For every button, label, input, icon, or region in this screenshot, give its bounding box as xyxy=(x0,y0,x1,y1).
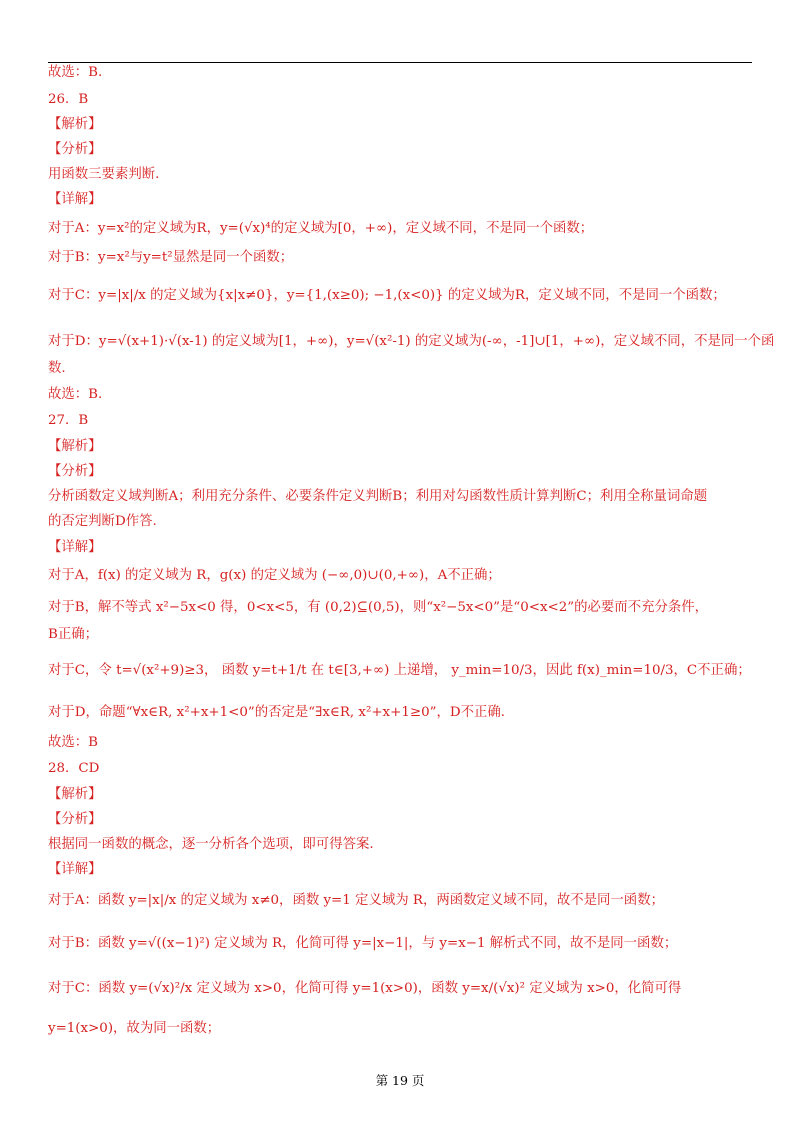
section-heading: 【分析】 xyxy=(48,142,102,157)
section-heading: 【分析】 xyxy=(48,812,102,827)
text-line: 对于C：函数 y=(√x)²/x 定义域为 x>0，化简可得 y=1(x>0)，函数 y=x/(√x)² 定义域为 x>0，化简可得 xyxy=(48,981,682,996)
section-heading: 【解析】 xyxy=(48,439,102,454)
text-line: 对于A，f(x) 的定义域为 R，g(x) 的定义域为 (−∞,0)∪(0,+∞)，A不正确； xyxy=(48,568,501,583)
section-heading: 【解析】 xyxy=(48,787,102,802)
section-heading: 【分析】 xyxy=(48,464,102,479)
text-line: 对于B：函数 y=√((x−1)²) 定义域为 R，化简可得 y=|x−1|，与 y=x−1 解析式不同，故不是同一函数； xyxy=(48,936,678,951)
text-line: y=1(x>0)，故为同一函数； xyxy=(48,1021,221,1036)
text-line: B正确； xyxy=(48,627,99,642)
question-number: 27．B xyxy=(48,413,89,428)
section-heading: 【解析】 xyxy=(48,117,102,132)
text-line: 对于A：函数 y=|x|/x 的定义域为 x≠0，函数 y=1 定义域为 R，两函数定义域不同，故不是同一函数； xyxy=(48,893,664,908)
section-heading: 【详解】 xyxy=(48,862,102,877)
text-line: 故选：B xyxy=(48,735,99,750)
text-line: 对于B，解不等式 x²−5x<0 得，0<x<5，有 (0,2)⊆(0,5)，则“x²−5x<0”是“0<x<2”的必要而不充分条件， xyxy=(48,600,709,615)
page-number: 第 19 页 xyxy=(375,1073,425,1088)
text-line: 故选：B. xyxy=(48,387,103,402)
text-line: 对于A：y=x²的定义域为R，y=(√x)⁴的定义域为[0，+∞)，定义域不同，不是同一个函数； xyxy=(48,221,594,236)
text-line: 故选：B. xyxy=(48,65,103,80)
text-line: 对于D，命题“∀x∈R, x²+x+1<0”的否定是“∃x∈R, x²+x+1≥0”，D不正确. xyxy=(48,705,505,720)
text-line: 对于B：y=x²与y=t²显然是同一个函数； xyxy=(48,250,294,265)
section-heading: 【详解】 xyxy=(48,540,102,555)
text-line: 对于C：y=|x|/x 的定义域为{x|x≠0}，y={1,(x≥0); −1,(x<0)} 的定义域为R，定义域不同，不是同一个函数； xyxy=(48,288,726,303)
text-line: 对于C，令 t=√(x²+9)≥3， 函数 y=t+1/t 在 t∈[3,+∞) 上递增， y_min=10/3，因此 f(x)_min=10/3，C不正确； xyxy=(48,663,751,678)
question-number: 28．CD xyxy=(48,761,100,776)
text-line: 根据同一函数的概念，逐一分析各个选项，即可得答案. xyxy=(48,837,374,852)
question-number: 26．B xyxy=(48,92,89,107)
section-heading: 【详解】 xyxy=(48,192,102,207)
text-line: 用函数三要素判断. xyxy=(48,167,160,182)
text-line: 数. xyxy=(48,361,66,376)
text-line: 分析函数定义域判断A；利用充分条件、必要条件定义判断B；利用对勾函数性质计算判断C；利用全称量词命题 xyxy=(48,489,708,504)
text-line: 的否定判断D作答. xyxy=(48,514,157,529)
text-line: 对于D：y=√(x+1)·√(x-1) 的定义域为[1，+∞)，y=√(x²-1) 的定义域为(-∞，-1]∪[1，+∞)，定义域不同，不是同一个函 xyxy=(48,334,775,349)
